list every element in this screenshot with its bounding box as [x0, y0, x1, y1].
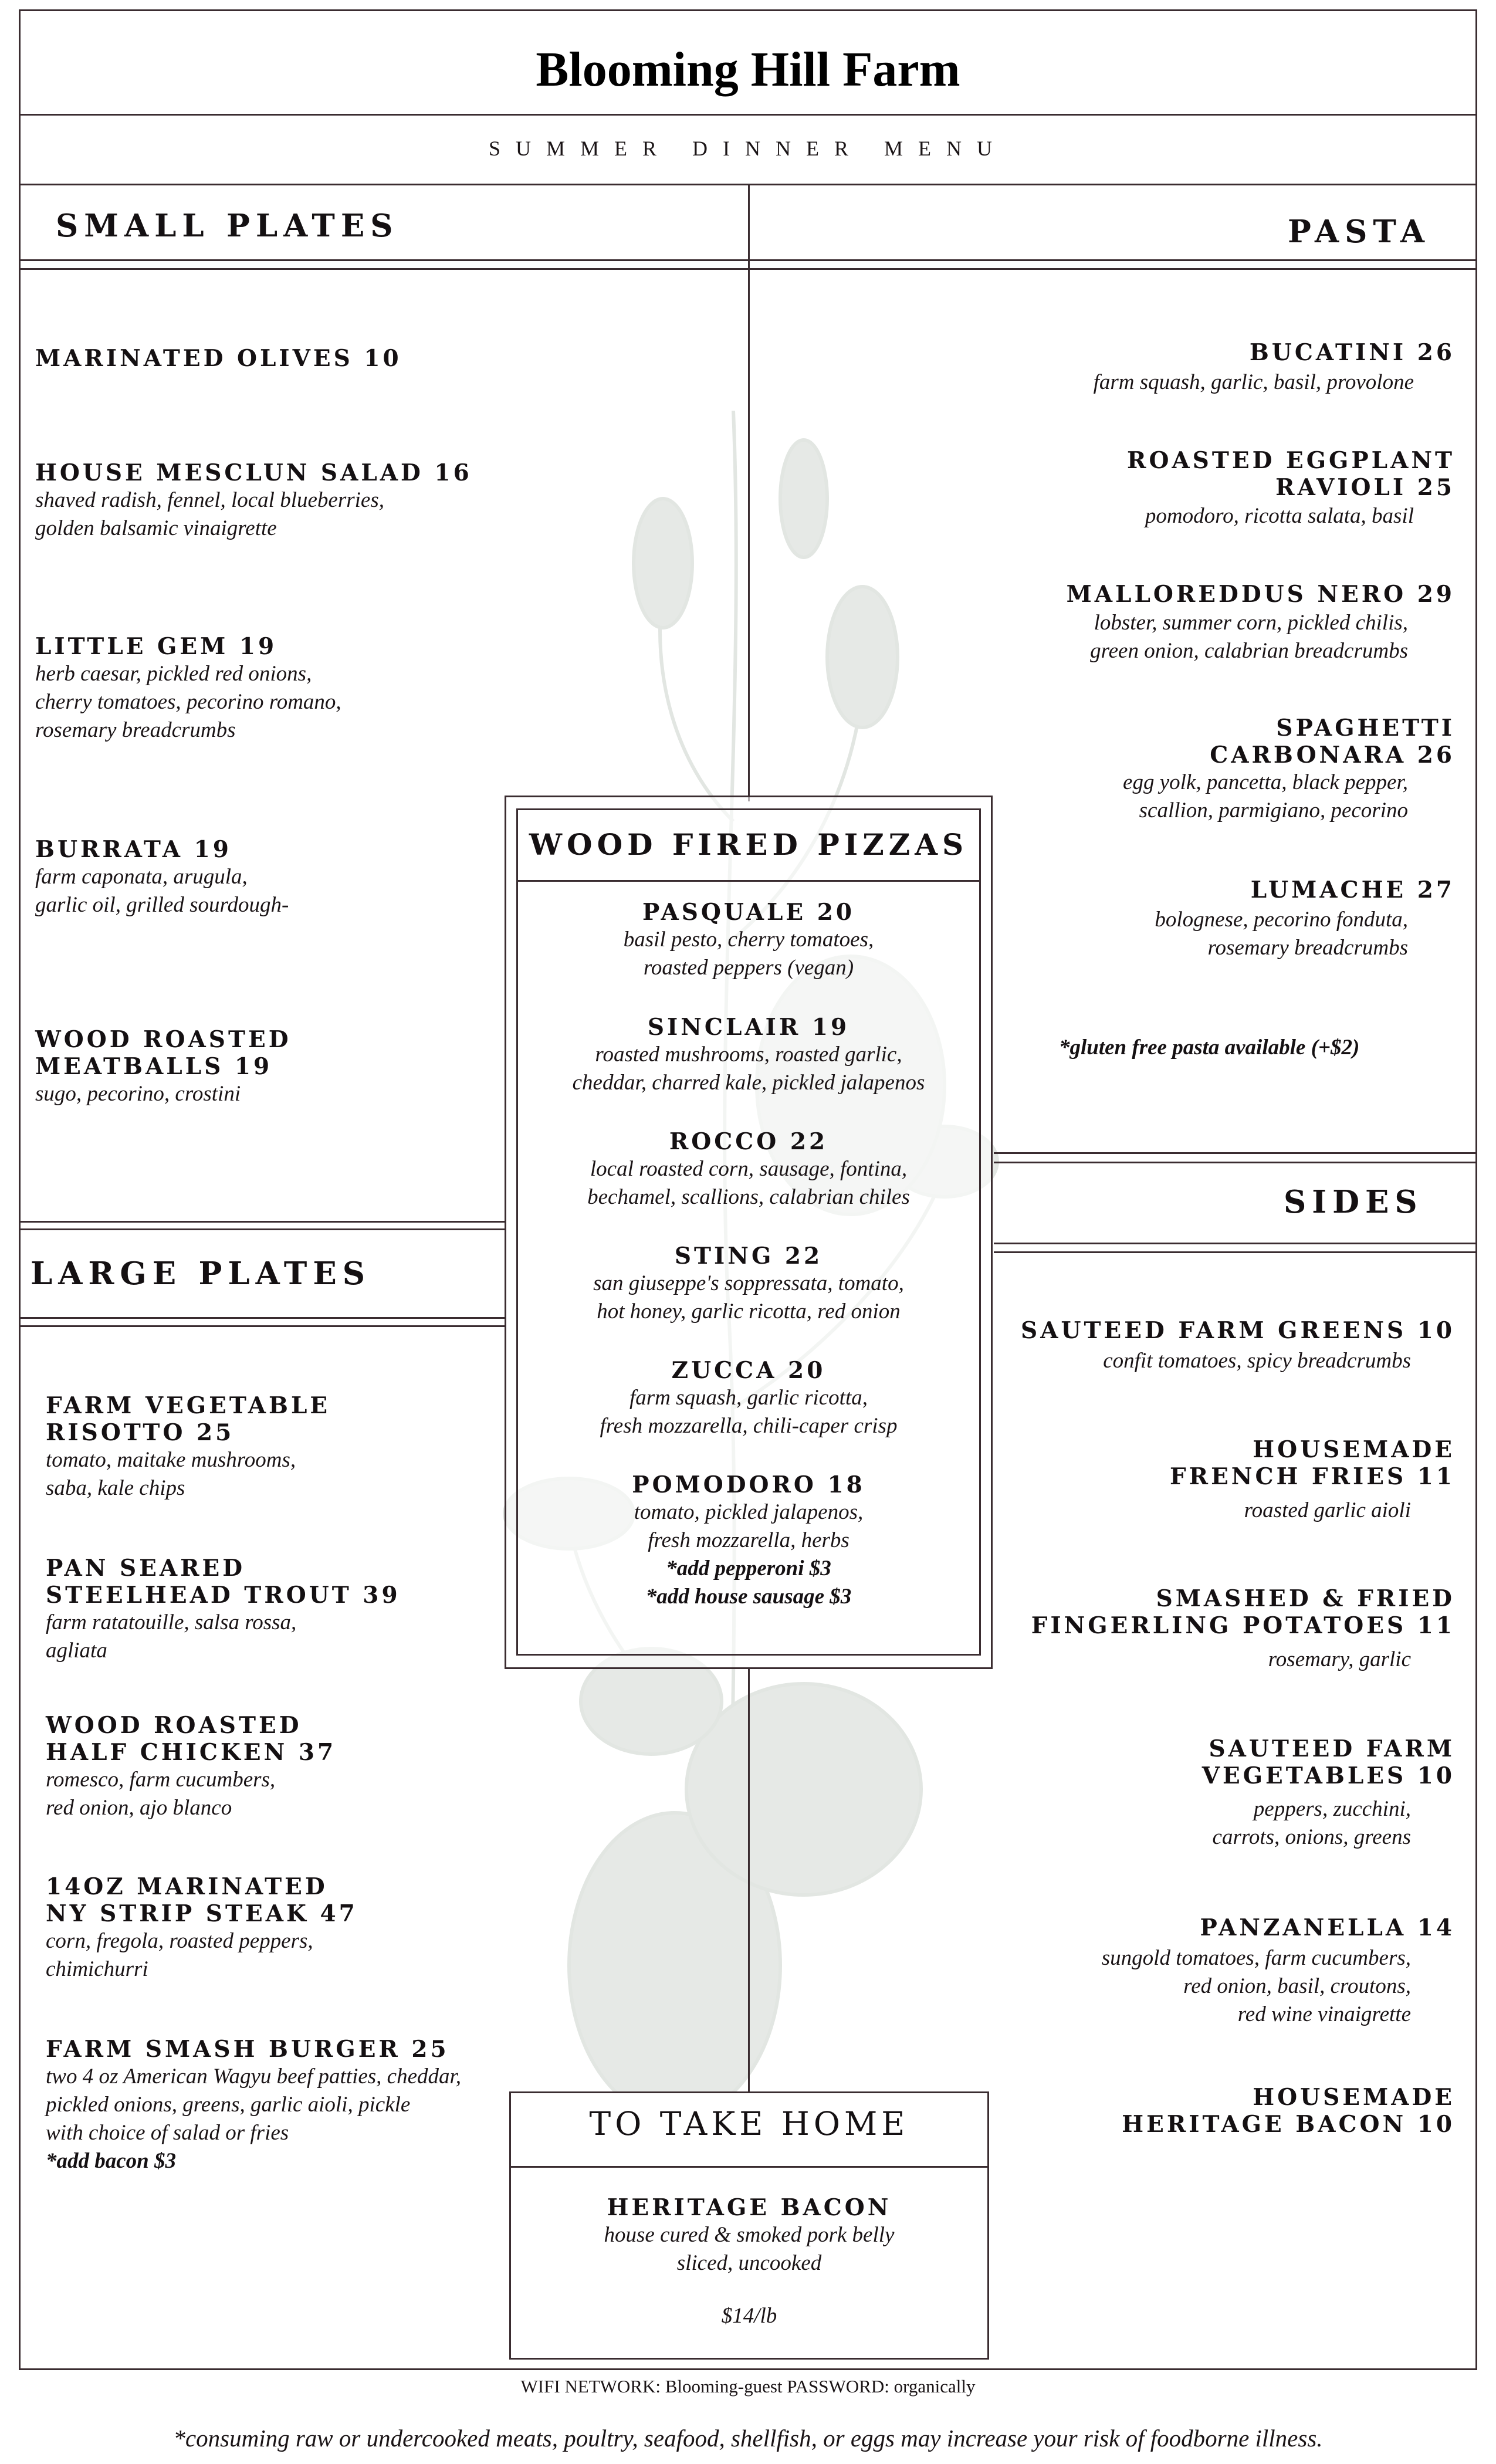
item-desc: farm caponata, arugula, garlic oil, grilled sourdough- — [35, 865, 289, 917]
item-name: MARINATED OLIVES 10 — [35, 345, 402, 372]
item-desc: roasted garlic aioli — [1244, 1498, 1411, 1522]
large-plate-item — [46, 1873, 515, 1984]
center-divider-top — [748, 184, 750, 801]
large-plate-item — [46, 1392, 515, 1502]
pizza-item — [516, 899, 981, 982]
item-addon: *add bacon $3 — [46, 2149, 176, 2173]
item-desc: romesco, farm cucumbers, red onion, ajo blanco — [46, 1768, 276, 1820]
sides-rule-bottom — [994, 1243, 1477, 1244]
item-name: FARM SMASH BURGER 25 — [46, 2036, 449, 2063]
item-desc: egg yolk, pancetta, black pepper, scallion, parmigiano, pecorino — [1123, 770, 1408, 823]
side-item — [991, 1795, 1411, 1852]
item-name: SMASHED & FRIED FINGERLING POTATOES 11 — [1031, 1585, 1455, 1639]
item-name: HERITAGE BACON — [607, 2194, 892, 2221]
small-plates-rule — [19, 259, 1477, 261]
item-name: ROASTED EGGPLANT RAVIOLI 25 — [1127, 447, 1455, 501]
item-addon: *add pepperoni $3 *add house sausage $3 — [645, 1556, 852, 1609]
item-desc: rosemary, garlic — [1268, 1647, 1411, 1671]
item-desc: peppers, zucchini, carrots, onions, greens — [1212, 1797, 1411, 1849]
take-home-rule — [509, 2166, 989, 2168]
item-name: HOUSEMADE FRENCH FRIES 11 — [1169, 1436, 1455, 1490]
item-desc: farm squash, garlic, basil, provolone — [1093, 370, 1414, 394]
item-desc: farm ratatouille, salsa rossa, agliata — [46, 1610, 297, 1663]
item-name: SPAGHETTI CARBONARA 26 — [1210, 715, 1455, 769]
sides-rule-top — [994, 1152, 1477, 1154]
wifi-info: WIFI NETWORK: Blooming-guest PASSWORD: organically — [520, 2376, 976, 2397]
item-desc: herb caesar, pickled red onions, cherry tomatoes, pecorino romano, rosemary breadcrumbs — [35, 662, 341, 742]
center-divider-bottom — [748, 1669, 750, 2091]
restaurant-title: Blooming Hill Farm — [536, 42, 960, 97]
large-plates-rule-top-2 — [19, 1228, 506, 1230]
item-desc: farm squash, garlic ricotta, fresh mozzarella, chili-caper crisp — [600, 1386, 898, 1438]
side-item — [991, 1735, 1455, 1789]
side-item — [991, 1944, 1411, 2029]
large-plate-item — [46, 1555, 515, 1665]
side-item — [991, 2084, 1455, 2138]
item-name: LUMACHE 27 — [1250, 876, 1455, 903]
pasta-item — [991, 502, 1414, 530]
sides-rule-top-2 — [994, 1162, 1477, 1163]
item-name: SINCLAIR 19 — [647, 1014, 850, 1041]
food-safety-disclaimer: *consuming raw or undercooked meats, poultry, seafood, shellfish, or eggs may increase your risk of foodborne illness. — [173, 2425, 1323, 2452]
pasta-item — [991, 769, 1408, 825]
item-name: BURRATA 19 — [35, 836, 232, 863]
pasta-item — [991, 609, 1408, 665]
item-name: PASQUALE 20 — [642, 899, 855, 926]
take-home-title: TO TAKE HOME — [589, 2105, 909, 2143]
side-item — [991, 1914, 1455, 1941]
item-desc: sugo, pecorino, crostini — [35, 1082, 241, 1106]
pasta-item — [991, 339, 1455, 366]
title-divider — [19, 114, 1477, 116]
item-name: PAN SEARED STEELHEAD TROUT 39 — [46, 1555, 401, 1609]
item-desc: shaved radish, fennel, local blueberries, golden balsamic vinaigrette — [35, 488, 384, 540]
pasta-item — [991, 368, 1414, 397]
item-name: FARM VEGETABLE RISOTTO 25 — [46, 1392, 331, 1446]
item-name: WOOD ROASTED HALF CHICKEN 37 — [46, 1712, 337, 1766]
small-plate-item — [35, 459, 516, 543]
item-name: POMODORO 18 — [632, 1471, 865, 1498]
menu-subtitle: SUMMER DINNER MENU — [488, 137, 1008, 160]
item-desc: lobster, summer corn, pickled chilis, green onion, calabrian breadcrumbs — [1090, 611, 1408, 663]
item-name: LITTLE GEM 19 — [35, 633, 277, 660]
small-plates-title: SMALL PLATES — [56, 208, 399, 244]
side-item — [991, 1585, 1455, 1639]
item-name: STING 22 — [674, 1243, 823, 1270]
large-plates-rule-top — [19, 1221, 506, 1223]
item-price: $14/lb — [721, 2304, 777, 2328]
large-plates-title: LARGE PLATES — [31, 1255, 371, 1292]
pizza-item — [516, 1014, 981, 1097]
item-name: 14OZ MARINATED NY STRIP STEAK 47 — [46, 1873, 358, 1927]
small-plate-item — [35, 633, 516, 744]
small-plate-item — [35, 836, 516, 919]
item-desc: local roasted corn, sausage, fontina, bechamel, scallions, calabrian chiles — [587, 1157, 910, 1209]
item-desc: pomodoro, ricotta salata, basil — [1145, 504, 1414, 528]
item-desc: san giuseppe's soppressata, tomato, hot honey, garlic ricotta, red onion — [593, 1271, 904, 1324]
item-desc: confit tomatoes, spicy breadcrumbs — [1103, 1349, 1411, 1373]
item-desc: sungold tomatoes, farm cucumbers, red onion, basil, croutons, red wine vinaigrette — [1101, 1946, 1411, 2026]
item-desc: corn, fregola, roasted peppers, chimichurri — [46, 1929, 313, 1981]
small-plate-item — [35, 1026, 516, 1108]
side-item — [991, 1497, 1411, 1525]
large-plate-item — [46, 2036, 527, 2175]
pizza-item — [516, 1128, 981, 1211]
item-desc: two 4 oz American Wagyu beef patties, cheddar, pickled onions, greens, garlic aioli, pickle with choice of salad or fries — [46, 2064, 462, 2145]
item-desc: bolognese, pecorino fonduta, rosemary breadcrumbs — [1155, 908, 1408, 960]
gluten-free-note — [1059, 1034, 1458, 1062]
pasta-item — [991, 876, 1455, 903]
item-desc: tomato, pickled jalapenos, fresh mozzarella, herbs — [634, 1500, 864, 1552]
side-item — [991, 1646, 1411, 1674]
large-plates-rule-bottom — [19, 1317, 506, 1319]
item-name: ZUCCA 20 — [671, 1357, 826, 1384]
pizza-item — [516, 1471, 981, 1611]
pasta-item — [991, 581, 1455, 608]
small-plates-rule-2 — [19, 268, 1477, 270]
item-name: MALLOREDDUS NERO 29 — [1066, 581, 1455, 608]
pizza-item — [516, 1243, 981, 1326]
pasta-item — [991, 715, 1455, 769]
item-name: HOUSE MESCLUN SALAD 16 — [35, 459, 472, 486]
item-name: HOUSEMADE HERITAGE BACON 10 — [1122, 2084, 1455, 2138]
side-item — [991, 1347, 1411, 1375]
item-name: SAUTEED FARM VEGETABLES 10 — [1201, 1735, 1455, 1789]
item-desc: basil pesto, cherry tomatoes, roasted peppers (vegan) — [623, 928, 874, 980]
gluten-free-note-text: *gluten free pasta available (+$2) — [1059, 1035, 1360, 1060]
pasta-item — [991, 906, 1408, 962]
item-desc: roasted mushrooms, roasted garlic, cheddar, charred kale, pickled jalapenos — [572, 1043, 925, 1095]
side-item — [991, 1317, 1455, 1344]
sides-title: SIDES — [1284, 1184, 1423, 1220]
item-name: WOOD ROASTED MEATBALLS 19 — [35, 1026, 292, 1080]
pasta-title: PASTA — [1288, 214, 1431, 250]
pasta-item — [991, 447, 1455, 501]
pizza-item — [516, 1357, 981, 1440]
take-home-item — [509, 2194, 989, 2330]
side-item — [991, 1436, 1455, 1490]
pizzas-title: WOOD FIRED PIZZAS — [529, 827, 969, 862]
item-desc: tomato, maitake mushrooms, saba, kale chips — [46, 1448, 296, 1500]
small-plate-item — [35, 345, 516, 372]
item-desc: house cured & smoked pork belly sliced, uncooked — [604, 2223, 895, 2275]
item-name: PANZANELLA 14 — [1200, 1914, 1455, 1941]
large-plates-rule-bottom-2 — [19, 1325, 506, 1327]
pizzas-title-rule — [516, 880, 981, 882]
sides-rule-bottom-2 — [994, 1251, 1477, 1253]
item-name: SAUTEED FARM GREENS 10 — [1021, 1317, 1455, 1344]
item-name: BUCATINI 26 — [1249, 339, 1455, 366]
item-name: ROCCO 22 — [669, 1128, 828, 1155]
large-plate-item — [46, 1712, 515, 1822]
